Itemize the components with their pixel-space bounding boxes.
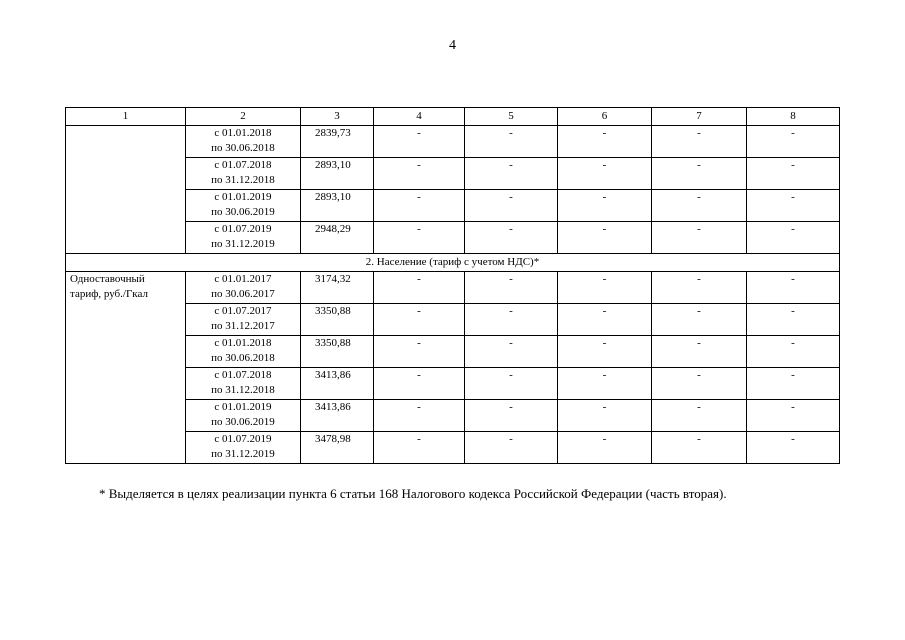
dash-cell: - [747,126,840,158]
column-header: 3 [301,108,374,126]
group1-label-cell [66,126,186,254]
dash-cell: - [465,400,558,432]
dash-cell: - [747,222,840,254]
period-from: с 01.07.2017 [214,305,272,317]
dash-cell: - [652,222,747,254]
period-to: по 31.12.2019 [211,238,275,250]
dash-cell: - [465,126,558,158]
group2-label-line: тариф, руб./Гкал [70,288,148,300]
page-number: 4 [449,38,456,53]
dash-cell: - [465,272,558,304]
dash-cell: - [558,304,652,336]
dash-cell: - [374,304,465,336]
period-to: по 31.12.2019 [211,448,275,460]
period-to: по 31.12.2018 [211,384,275,396]
period-from: с 01.01.2019 [214,191,272,203]
dash-cell: - [465,432,558,464]
tariff-table [65,107,840,464]
tariff-value: 3413,86 [301,368,374,400]
dash-cell: - [558,336,652,368]
dash-cell: - [374,400,465,432]
period-cell [186,272,301,304]
column-header: 6 [558,108,652,126]
dash-cell: - [747,432,840,464]
column-header: 1 [66,108,186,126]
period-cell [186,304,301,336]
period-cell [186,222,301,254]
period-cell [186,336,301,368]
column-header: 8 [747,108,840,126]
tariff-value: 3174,32 [301,272,374,304]
dash-cell: - [558,158,652,190]
dash-cell: - [374,368,465,400]
dash-cell: - [465,304,558,336]
dash-cell: - [374,190,465,222]
tariff-value: 3478,98 [301,432,374,464]
tariff-value: 2948,29 [301,222,374,254]
tariff-value: 2893,10 [301,158,374,190]
period-to: по 31.12.2018 [211,174,275,186]
period-cell [186,368,301,400]
dash-cell: - [374,432,465,464]
column-header: 5 [465,108,558,126]
dash-cell: - [374,158,465,190]
dash-cell: - [465,336,558,368]
period-from: с 01.07.2019 [214,433,272,445]
period-from: с 01.01.2018 [214,337,272,349]
tariff-value: 2839,73 [301,126,374,158]
period-from: с 01.07.2019 [214,223,272,235]
column-header: 2 [186,108,301,126]
dash-cell: - [465,368,558,400]
dash-cell: - [558,126,652,158]
dash-cell: - [747,400,840,432]
dash-cell: - [652,272,747,304]
dash-cell: - [558,368,652,400]
table-header-row [66,108,840,126]
period-from: с 01.01.2017 [214,273,272,285]
dash-cell: - [374,222,465,254]
dash-cell: - [747,304,840,336]
tariff-value: 3350,88 [301,336,374,368]
section-row [66,254,840,272]
dash-cell: - [652,368,747,400]
group2-label-line: Одноставочный [70,273,145,285]
dash-cell: - [465,190,558,222]
table-row [66,272,840,304]
dash-cell: - [465,158,558,190]
dash-cell: - [747,336,840,368]
period-from: с 01.07.2018 [214,369,272,381]
dash-cell: - [652,126,747,158]
column-header: 4 [374,108,465,126]
dash-cell: - [652,158,747,190]
dash-cell: - [558,222,652,254]
period-cell [186,432,301,464]
period-from: с 01.01.2019 [214,401,272,413]
dash-cell: - [652,336,747,368]
tariff-value: 3350,88 [301,304,374,336]
period-from: с 01.01.2018 [214,127,272,139]
dash-cell: - [652,400,747,432]
tariff-value: 3413,86 [301,400,374,432]
period-to: по 30.06.2019 [211,206,275,218]
period-to: по 30.06.2018 [211,142,275,154]
period-from: с 01.07.2018 [214,159,272,171]
dash-cell: - [747,272,840,304]
period-to: по 30.06.2018 [211,352,275,364]
section-title: 2. Население (тариф с учетом НДС)* [66,254,840,272]
period-to: по 30.06.2019 [211,416,275,428]
group2-label-cell [66,272,186,464]
dash-cell: - [747,368,840,400]
dash-cell: - [652,304,747,336]
period-cell [186,190,301,222]
dash-cell: - [747,190,840,222]
period-cell [186,158,301,190]
dash-cell: - [374,272,465,304]
dash-cell: - [558,400,652,432]
tariff-value: 2893,10 [301,190,374,222]
period-to: по 31.12.2017 [211,320,275,332]
period-cell [186,126,301,158]
dash-cell: - [652,190,747,222]
period-cell [186,400,301,432]
period-to: по 30.06.2017 [211,288,275,300]
dash-cell: - [374,126,465,158]
dash-cell: - [465,222,558,254]
dash-cell: - [558,272,652,304]
dash-cell: - [558,432,652,464]
dash-cell: - [374,336,465,368]
column-header: 7 [652,108,747,126]
dash-cell: - [558,190,652,222]
table-row [66,126,840,158]
footnote: * Выделяется в целях реализации пункта 6 статьи 168 Налогового кодекса Российской Федерации (часть вторая). [99,486,727,501]
dash-cell: - [747,158,840,190]
dash-cell: - [652,432,747,464]
